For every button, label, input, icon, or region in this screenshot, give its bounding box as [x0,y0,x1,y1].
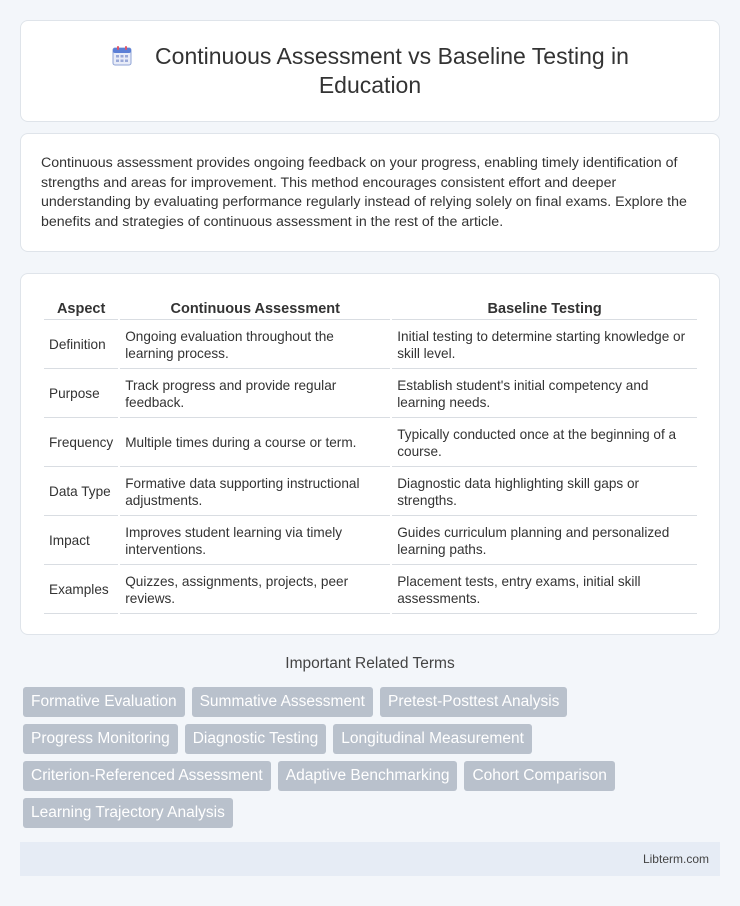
tag-row [23,761,723,791]
tag-row [23,798,723,828]
calendar-icon [111,45,133,67]
table-row [44,518,697,565]
table-cell-baseline: Initial testing to determine starting knowledge or skill level. [392,322,697,369]
table-row [44,371,697,418]
table-cell-aspect: Definition [44,322,118,369]
table-cell-baseline: Placement tests, entry exams, initial skill assessments. [392,567,697,614]
tag-row [23,687,723,717]
table-cell-aspect: Frequency [44,420,118,467]
table-cell-continuous: Improves student learning via timely interventions. [120,518,390,565]
table-cell-aspect: Purpose [44,371,118,418]
page-title-wrap [70,42,670,100]
intro-text: Continuous assessment provides ongoing feedback on your progress, enabling timely identification of strengths and areas for improvement. This method encourages consistent effort and deeper understanding by evaluating performance regularly instead of relying solely on final exams. Explore the benefits and strategies of continuous assessment in the rest of the article. [41,155,687,230]
tag-progress-monitoring[interactable]: Progress Monitoring [23,724,178,754]
tag-cohort-comparison[interactable]: Cohort Comparison [464,761,614,791]
table-row [44,322,697,369]
table-cell-baseline: Diagnostic data highlighting skill gaps or strengths. [392,469,697,516]
table-cell-continuous: Multiple times during a course or term. [120,420,390,467]
table-cell-continuous: Ongoing evaluation throughout the learning process. [120,322,390,369]
table-row [44,567,697,614]
column-header-continuous: Continuous Assessment [120,296,390,320]
table-cell-baseline: Typically conducted once at the beginning of a course. [392,420,697,467]
column-header-aspect: Aspect [44,296,118,320]
comparison-table [42,294,699,616]
title-card [20,20,720,122]
table-cell-baseline: Guides curriculum planning and personalized learning paths. [392,518,697,565]
tag-learning-trajectory-analysis[interactable]: Learning Trajectory Analysis [23,798,233,828]
tag-criterion-referenced-assessment[interactable]: Criterion-Referenced Assessment [23,761,271,791]
related-terms-tags [23,687,723,835]
tag-pretest-posttest-analysis[interactable]: Pretest-Posttest Analysis [380,687,567,717]
table-cell-aspect: Examples [44,567,118,614]
footer [20,842,720,876]
table-cell-continuous: Formative data supporting instructional adjustments. [120,469,390,516]
tag-summative-assessment[interactable]: Summative Assessment [192,687,373,717]
table-row [44,420,697,467]
column-header-baseline: Baseline Testing [392,296,697,320]
table-cell-continuous: Track progress and provide regular feedback. [120,371,390,418]
page-title: Continuous Assessment vs Baseline Testing in Education [155,43,629,98]
intro-card [20,133,720,252]
related-terms-heading: Important Related Terms [285,655,455,672]
table-row [44,469,697,516]
table-cell-continuous: Quizzes, assignments, projects, peer reviews. [120,567,390,614]
tag-formative-evaluation[interactable]: Formative Evaluation [23,687,185,717]
tag-adaptive-benchmarking[interactable]: Adaptive Benchmarking [278,761,458,791]
tag-diagnostic-testing[interactable]: Diagnostic Testing [185,724,327,754]
table-header-row [44,296,697,320]
table-cell-baseline: Establish student's initial competency and learning needs. [392,371,697,418]
footer-site-link[interactable]: Libterm.com [642,852,709,866]
tag-longitudinal-measurement[interactable]: Longitudinal Measurement [333,724,532,754]
comparison-table-card [20,273,720,635]
table-cell-aspect: Data Type [44,469,118,516]
tag-row [23,724,723,754]
table-cell-aspect: Impact [44,518,118,565]
